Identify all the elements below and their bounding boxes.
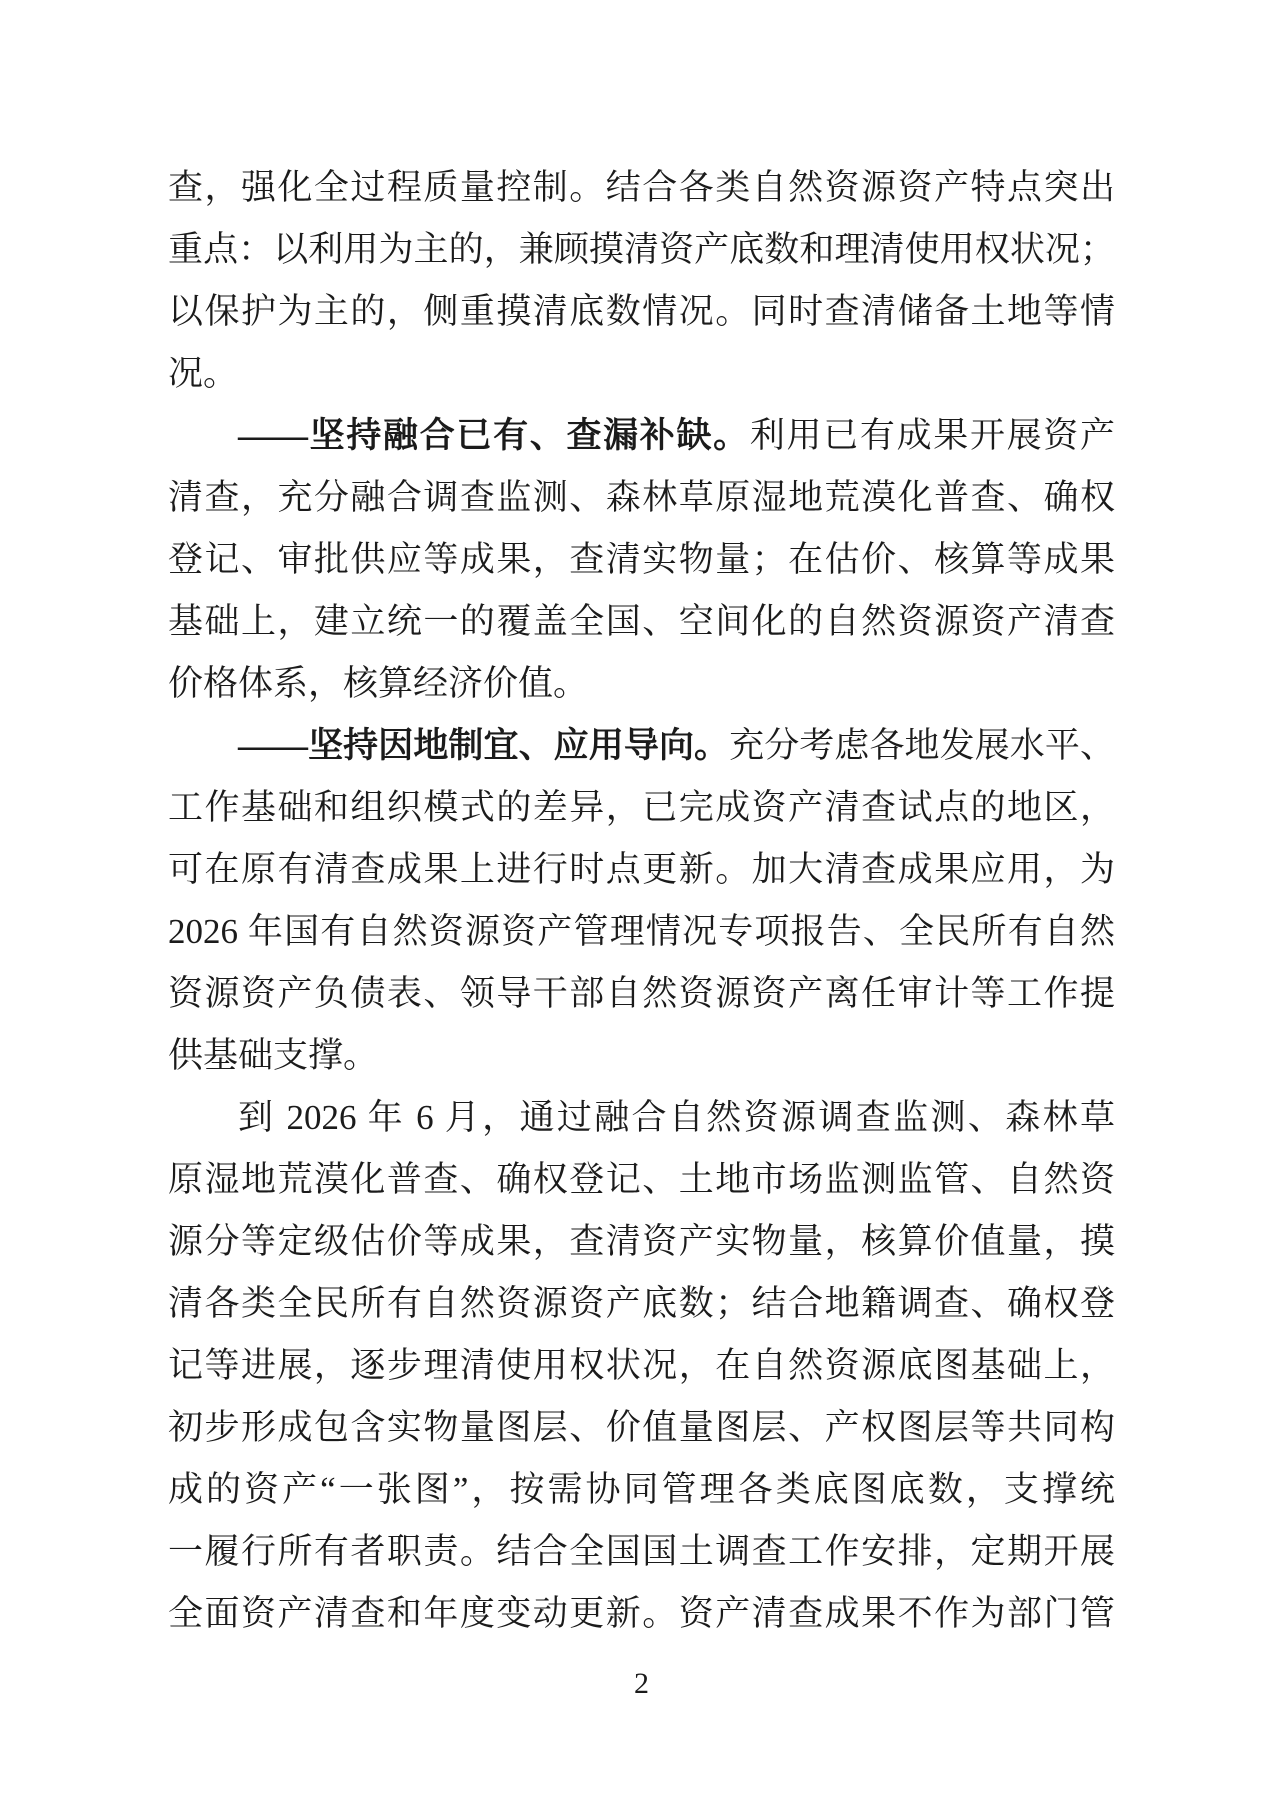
text-segment: 记等进展，逐步理清使用权状况，在自然资源底图基础上， — [168, 1346, 1115, 1385]
text-line — [168, 281, 1115, 343]
text-segment: 清查，充分融合调查监测、森林草原湿地荒漠化普查、确权 — [168, 478, 1115, 517]
text-line — [168, 1149, 1115, 1211]
text-line — [168, 1087, 1115, 1149]
text-segment: 价格体系，核算经济价值。 — [168, 664, 589, 703]
paragraph — [168, 157, 1115, 405]
text-line — [168, 1583, 1115, 1645]
text-segment: 查，强化全过程质量控制。结合各类自然资源资产特点突出 — [168, 168, 1115, 207]
bold-text-segment: ——坚持因地制宜、应用导向。 — [238, 726, 730, 765]
text-segment: 2026 年国有自然资源资产管理情况专项报告、全民所有自然 — [168, 912, 1115, 951]
paragraph — [168, 1087, 1115, 1645]
text-line — [168, 591, 1115, 653]
text-segment: 一履行所有者职责。结合全国国土调查工作安排，定期开展 — [168, 1532, 1115, 1571]
text-line — [168, 777, 1115, 839]
text-line — [168, 1459, 1115, 1521]
text-line — [168, 1025, 1115, 1087]
page-number: 2 — [634, 1667, 649, 1700]
text-line — [168, 1273, 1115, 1335]
text-segment: 以保护为主的，侧重摸清底数情况。同时查清储备土地等情 — [168, 292, 1115, 331]
text-line — [168, 1335, 1115, 1397]
text-line — [168, 219, 1115, 281]
text-segment: 供基础支撑。 — [168, 1036, 379, 1075]
text-line — [168, 405, 1115, 467]
text-segment: 原湿地荒漠化普查、确权登记、土地市场监测监管、自然资 — [168, 1160, 1115, 1199]
text-line — [168, 1397, 1115, 1459]
bold-text-segment: ——坚持融合已有、查漏补缺。 — [238, 416, 750, 455]
text-line — [168, 839, 1115, 901]
text-segment: 成的资产“一张图”，按需协同管理各类底图底数，支撑统 — [168, 1470, 1115, 1509]
text-line — [168, 529, 1115, 591]
text-segment: 资源资产负债表、领导干部自然资源资产离任审计等工作提 — [168, 974, 1115, 1013]
text-segment: 源分等定级估价等成果，查清资产实物量，核算价值量，摸 — [168, 1222, 1115, 1261]
text-segment: 登记、审批供应等成果，查清实物量；在估价、核算等成果 — [168, 540, 1115, 579]
text-line — [168, 901, 1115, 963]
document-body — [168, 157, 1115, 1645]
text-segment: 况。 — [168, 354, 239, 393]
text-segment: 初步形成包含实物量图层、价值量图层、产权图层等共同构 — [168, 1408, 1115, 1447]
text-line — [168, 1211, 1115, 1273]
text-segment: 清各类全民所有自然资源资产底数；结合地籍调查、确权登 — [168, 1284, 1115, 1323]
text-segment: 工作基础和组织模式的差异，已完成资产清查试点的地区， — [168, 788, 1115, 827]
text-line — [168, 963, 1115, 1025]
text-line — [168, 1521, 1115, 1583]
text-segment: 充分考虑各地发展水平、 — [729, 726, 1115, 765]
text-line — [168, 157, 1115, 219]
text-segment: 可在原有清查成果上进行时点更新。加大清查成果应用，为 — [168, 850, 1115, 889]
text-line — [168, 715, 1115, 777]
text-line — [168, 343, 1115, 405]
text-segment: 基础上，建立统一的覆盖全国、空间化的自然资源资产清查 — [168, 602, 1115, 641]
text-segment: 到 2026 年 6 月，通过融合自然资源调查监测、森林草 — [238, 1098, 1115, 1137]
text-line — [168, 467, 1115, 529]
text-segment: 利用已有成果开展资产 — [749, 416, 1115, 455]
text-line — [168, 653, 1115, 715]
paragraph — [168, 715, 1115, 1087]
paragraph — [168, 405, 1115, 715]
text-segment: 重点：以利用为主的，兼顾摸清资产底数和理清使用权状况； — [168, 230, 1115, 269]
text-segment: 全面资产清查和年度变动更新。资产清查成果不作为部门管 — [168, 1594, 1115, 1633]
